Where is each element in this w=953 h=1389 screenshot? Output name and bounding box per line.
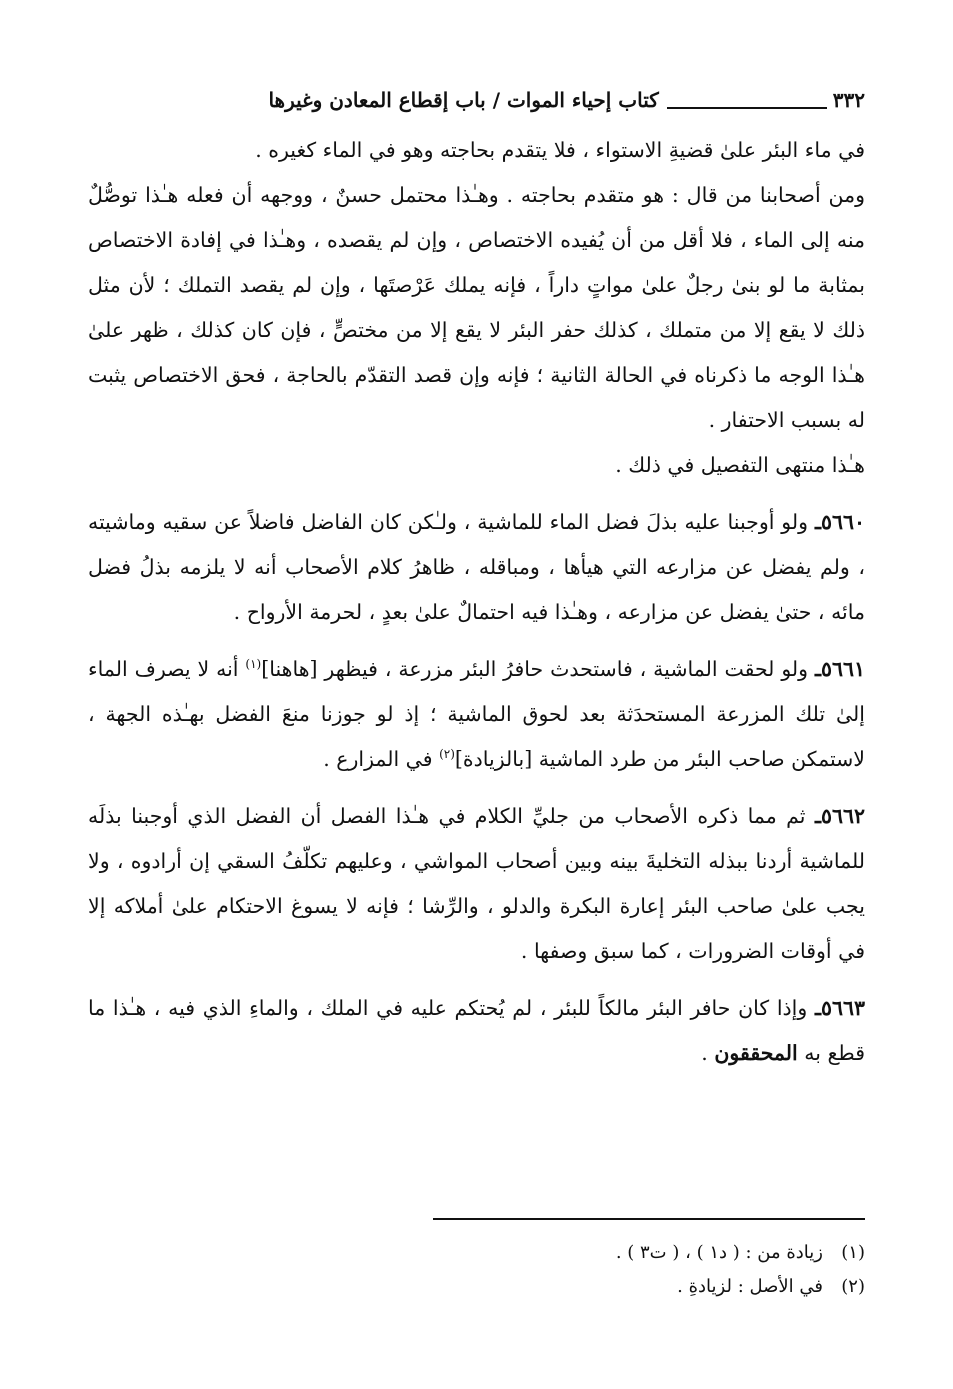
header-title: كتاب إحياء الموات / باب إقطاع المعادن وغيرها	[268, 88, 659, 112]
footnote-number: (١)	[841, 1242, 865, 1263]
numbered-paragraph	[88, 794, 865, 974]
numbered-paragraph	[88, 500, 865, 635]
footnote-rule	[433, 1218, 865, 1220]
paragraph-number: ٥٦٦١ـ	[814, 657, 866, 681]
footnote-number: (٢)	[841, 1276, 865, 1297]
paragraph	[88, 443, 865, 488]
footnote-ref: (١)	[245, 657, 262, 672]
paragraph-text: وإذا كان حافر البئر مالكاً للبئر ، لم يُحتكم عليه في الملك ، والماءِ الذي فيه ، هـٰذا ما قطع به	[88, 996, 865, 1065]
paragraph-text: في المزارع .	[323, 747, 440, 771]
paragraph-text: ومن أصحابنا من قال : هو متقدم بحاجته . وهـٰذا محتمل حسنٌ ، ووجهه أن فعله هـٰذا توصُّلٌ منه إلى الماء ، فلا أقل من أن يُفيده الاختصاص ، وإن لم يقصده ، وهـٰذا في إفادة الاختصاص بمثابة ما لو بنىٰ رجلٌ علىٰ مواتٍ داراً ، فإنه يملك عَرْصتَها ، وإن لم يقصد التملك ؛ لأن مثل ذلك لا يقع إلا من متملك ، كذلك حفر البئر لا يقع إلا من مختصٍّ ، فإن كان كذلك ، ظهر علىٰ هـٰذا الوجه ما ذكرناه في الحالة الثانية ؛ فإنه وإن قصد التقدّم بالحاجة ، فحق الاختصاص يثبت له بسبب الاحتفار .	[88, 183, 865, 432]
footnotes	[88, 1236, 865, 1304]
page-number: ٣٣٢	[832, 88, 865, 112]
numbered-paragraph	[88, 647, 865, 782]
footnote-text: زيادة من : ( د١ ) ، ( ت٣ ) .	[615, 1242, 823, 1263]
paragraph-text: في ماء البئر علىٰ قضيةِ الاستواء ، فلا يتقدم بحاجته وهو في الماء كغيره .	[255, 138, 865, 162]
numbered-paragraph	[88, 986, 865, 1076]
paragraph-text: ولو لحقت الماشية ، فاستحدث حافرُ البئر مزرعة ، فيظهر [هاهنا]	[261, 657, 815, 681]
paragraph-text: هـٰذا منتهى التفصيل في ذلك .	[615, 453, 865, 477]
paragraph	[88, 173, 865, 443]
body-text	[88, 128, 865, 1076]
paragraph	[88, 128, 865, 173]
paragraph-text: أنه لا يصرف الماء إلىٰ تلك المزرعة المستحدَثة بعد لحوق الماشية ؛ إذ لو جوزنا منعَ الفضل بهـٰذه الجهة ، لاستمكن صاحب البئر من طرد الماشية [بالزيادة]	[88, 657, 865, 771]
paragraph-number: ٥٦٦٠ـ	[814, 510, 866, 534]
running-header	[88, 82, 865, 118]
paragraph-number: ٥٦٦٢ـ	[814, 804, 865, 828]
footnote-ref: (٢)	[439, 747, 455, 762]
footnote-text: في الأصل : لزيادةِ .	[677, 1276, 823, 1297]
footnote	[88, 1236, 865, 1270]
paragraph-text: ثم مما ذكره الأصحاب من جليِّ الكلام في هـٰذا الفصل أن الفضل الذي أوجبنا بذلَه للماشية أردنا ببذله التخليةَ بينه وبين أصحاب المواشي ، وعليهم تكلّفُ السقي إن أرادوه ، ولا يجب علىٰ صاحب البئر إعارة البكرة والدلو ، والرِّشا ؛ فإنه لا يسوغ الاحتكام علىٰ أملاكه إلا في أوقات الضرورات ، كما سبق وصفها .	[88, 804, 865, 963]
header-rule	[667, 107, 827, 109]
footnote	[88, 1270, 865, 1304]
paragraph-text: .	[701, 1041, 715, 1065]
paragraph-number: ٥٦٦٣ـ	[814, 996, 865, 1020]
bold-term: المحققون	[714, 1041, 798, 1065]
paragraph-text: ولو أوجبنا عليه بذلَ فضل الماء للماشية ، ولـٰكن كان الفاضل فاضلاً عن سقيه وماشيته ، ولم يفضل عن مزارعه التي هيأها ، ومباقله ، ظاهرُ كلام الأصحاب أنه لا يلزمه بذلُ فضل مائه ، حتىٰ يفضل عن مزارعه ، وهـٰذا فيه احتمالٌ علىٰ بعدٍ ، لحرمة الأرواح .	[88, 510, 865, 624]
